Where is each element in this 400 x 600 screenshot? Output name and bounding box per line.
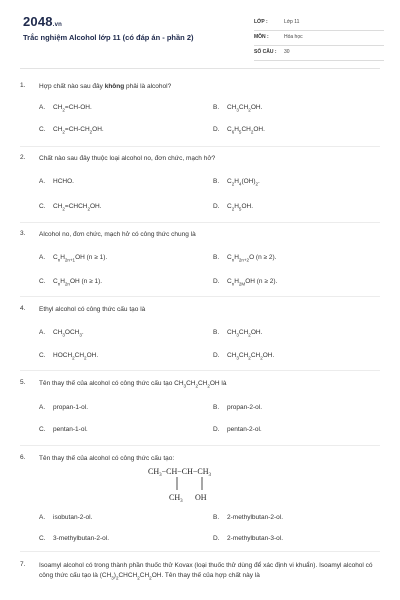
- option-d[interactable]: [213, 535, 283, 542]
- question-text: Ethyl alcohol có công thức cấu tạo là: [39, 306, 146, 313]
- option-text: $CH_3OCH_3$.: [53, 329, 84, 338]
- option-label: B.: [213, 254, 220, 261]
- formula-chain: $CH_3-CH-CH-CH_3$: [148, 467, 211, 478]
- meta-row-count: [254, 46, 384, 61]
- option-text: $C_6H_5CH_2OH$.: [227, 126, 265, 135]
- option-a[interactable]: [39, 514, 92, 521]
- option-label: C.: [39, 278, 46, 285]
- question-1: [20, 82, 380, 142]
- option-text: $CH_2=CH-CH_2OH$.: [53, 126, 104, 135]
- option-text: $CH_3CH_2OH$.: [227, 104, 263, 113]
- question-2: [20, 154, 380, 214]
- option-text: propan-1-ol.: [53, 404, 89, 411]
- option-label: D.: [213, 126, 220, 133]
- structural-formula: [144, 463, 244, 505]
- question-separator: [20, 222, 380, 223]
- option-text: HCHO.: [53, 178, 74, 185]
- option-b[interactable]: [213, 178, 260, 186]
- question-text: Tên thay thế của alcohol có công thức cấu tạo:: [39, 455, 175, 462]
- question-separator: [20, 296, 380, 297]
- option-c[interactable]: [39, 278, 102, 286]
- option-text: $C_nH_{2n+1}OH$ (n ≥ 1).: [53, 254, 108, 263]
- option-b[interactable]: [213, 404, 262, 411]
- option-label: A.: [39, 104, 46, 111]
- question-text: Chất nào sau đây thuộc loại alcohol no, đơn chức, mạch hở?: [39, 155, 216, 162]
- header: [0, 0, 400, 64]
- question-number: 3.: [20, 230, 26, 237]
- option-text: $CH_2=CHCH_2OH$.: [53, 203, 102, 212]
- option-label: B.: [213, 404, 220, 411]
- option-label: D.: [213, 352, 220, 359]
- option-text: $CH_3CH_2OH$.: [227, 329, 263, 338]
- option-text: $C_2H_5OH$.: [227, 203, 253, 212]
- option-label: A.: [39, 329, 46, 336]
- option-label: B.: [213, 514, 220, 521]
- question-number: 5.: [20, 379, 26, 386]
- option-a[interactable]: [39, 178, 74, 185]
- question-text: Hợp chất nào sau đây không phải là alcohol?: [39, 83, 172, 90]
- option-d[interactable]: [213, 203, 253, 211]
- option-label: A.: [39, 404, 46, 411]
- question-number: 1.: [20, 82, 26, 89]
- option-text: isobutan-2-ol.: [53, 514, 93, 521]
- option-c[interactable]: [39, 352, 98, 360]
- option-text: $C_nH_{2n+2}O$ (n ≥ 2).: [227, 254, 277, 263]
- option-d[interactable]: [213, 278, 277, 286]
- option-d[interactable]: [213, 352, 274, 360]
- question-number: 6.: [20, 454, 26, 461]
- option-label: B.: [213, 329, 220, 336]
- option-c[interactable]: [39, 535, 109, 542]
- meta-value: 30: [284, 49, 290, 55]
- option-label: C.: [39, 126, 46, 133]
- option-text: propan-2-ol.: [227, 404, 263, 411]
- option-text: 2-methylbutan-2-ol.: [227, 514, 283, 521]
- option-c[interactable]: [39, 203, 102, 211]
- option-label: D.: [213, 203, 220, 210]
- option-label: C.: [39, 535, 46, 542]
- option-text: $CH_3CH_2CH_2OH$.: [227, 352, 275, 361]
- question-number: 2.: [20, 154, 26, 161]
- option-a[interactable]: [39, 404, 88, 411]
- question-text: Isoamyl alcohol có trong thành phần thuốc thử Kovax (loại thuốc thử dùng để xác định vi khuẩn). Isoamyl alcohol có công thức cấu tạo là $(CH_3)_2CHCH_2CH_2OH$. Tên thay thế của hợp chất này là: [39, 562, 373, 581]
- option-a[interactable]: [39, 104, 92, 112]
- meta-value: Lớp 11: [284, 19, 300, 25]
- meta-key: MÔN :: [254, 34, 269, 40]
- option-label: D.: [213, 426, 220, 433]
- page-title: Trắc nghiệm Alcohol lớp 11 (có đáp án - phần 2): [23, 33, 194, 42]
- option-text: $C_nH_{2M}OH$ (n ≥ 2).: [227, 278, 278, 287]
- question-4: [20, 305, 380, 365]
- meta-key: SỐ CÂU :: [254, 49, 277, 55]
- question-separator: [20, 370, 380, 371]
- option-label: C.: [39, 203, 46, 210]
- logo-suffix: .vn: [52, 22, 63, 28]
- option-text: $HOCH_2CH_2OH$.: [53, 352, 99, 361]
- option-b[interactable]: [213, 329, 262, 337]
- option-c[interactable]: [39, 126, 104, 134]
- option-label: C.: [39, 352, 46, 359]
- question-text: Tên thay thế của alcohol có công thức cấu tạo $CH_3CH_2CH_2OH$ là: [39, 380, 227, 389]
- option-a[interactable]: [39, 329, 84, 337]
- option-a[interactable]: [39, 254, 107, 262]
- option-label: C.: [39, 426, 46, 433]
- option-d[interactable]: [213, 126, 265, 134]
- option-text: $C_nH_{2n}OH$ (n ≥ 1).: [53, 278, 103, 287]
- option-label: D.: [213, 535, 220, 542]
- option-text: pentan-2-ol.: [227, 426, 262, 433]
- option-text: 3-methylbutan-2-ol.: [53, 535, 109, 542]
- meta-key: LỚP :: [254, 19, 268, 25]
- header-divider: [20, 68, 380, 69]
- question-6: [20, 454, 380, 554]
- meta-row-subject: [254, 31, 384, 46]
- meta-value: Hóa học: [284, 34, 303, 40]
- option-label: A.: [39, 254, 46, 261]
- option-c[interactable]: [39, 426, 88, 433]
- question-7: [20, 561, 380, 599]
- formula-substituent-ch3: $CH_3$: [169, 493, 183, 504]
- question-number: 7.: [20, 561, 26, 568]
- option-text: $C_2H_4(OH)_2$.: [227, 178, 260, 187]
- option-label: B.: [213, 178, 220, 185]
- option-b[interactable]: [213, 104, 262, 112]
- option-text: 2-methylbutan-3-ol.: [227, 535, 283, 542]
- question-separator: [20, 445, 380, 446]
- question-number: 4.: [20, 305, 26, 312]
- question-separator: [20, 551, 380, 552]
- question-text: Alcohol no, đơn chức, mạch hở có công thức chung là: [39, 231, 196, 238]
- formula-substituent-oh: OH: [195, 493, 207, 502]
- logo-main: 2048: [23, 14, 53, 29]
- option-b[interactable]: [213, 254, 276, 262]
- question-5: [20, 379, 380, 439]
- option-text: $CH_2=CH-OH$.: [53, 104, 92, 113]
- question-3: [20, 230, 380, 290]
- option-label: B.: [213, 104, 220, 111]
- site-logo[interactable]: [23, 14, 62, 29]
- option-label: D.: [213, 278, 220, 285]
- meta-row-class: [254, 16, 384, 31]
- question-separator: [20, 146, 380, 147]
- option-label: A.: [39, 514, 46, 521]
- option-label: A.: [39, 178, 46, 185]
- option-b[interactable]: [213, 514, 283, 521]
- meta-info: [254, 16, 384, 61]
- option-d[interactable]: [213, 426, 262, 433]
- option-text: pentan-1-ol.: [53, 426, 88, 433]
